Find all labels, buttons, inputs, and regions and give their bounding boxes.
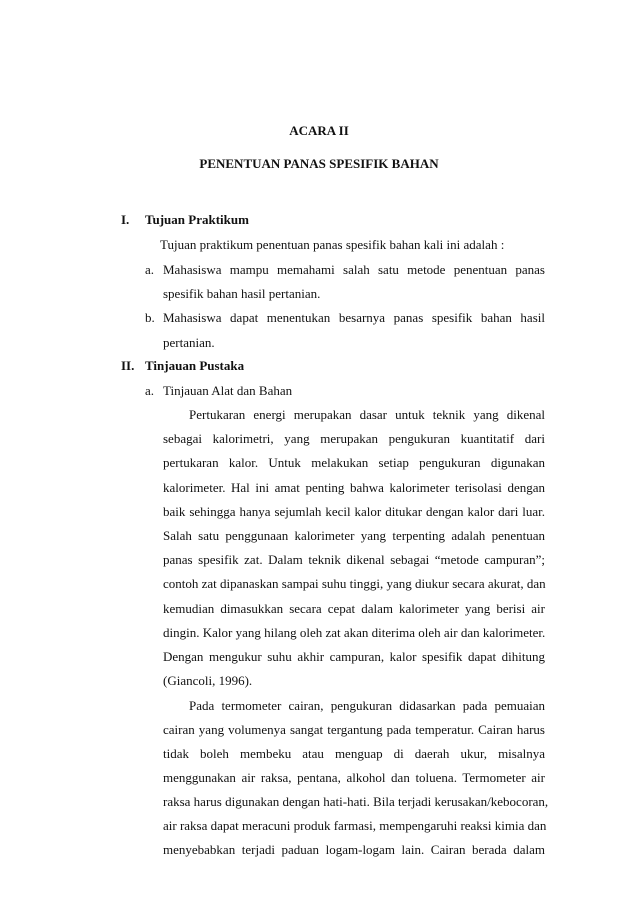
paragraph-2-line: menggunakan air raksa, pentana, alkohol dan toluena. Termometer air (163, 770, 545, 785)
section-2-number: II. (121, 358, 135, 373)
paragraph-2-line: Pada termometer cairan, pengukuran didasarkan pada pemuaian (189, 698, 545, 713)
paragraph-1-line: Salah satu penggunaan kalorimeter yang terpenting adalah penentuan (163, 528, 545, 543)
paragraph-1-line: contoh zat dipanaskan sampai suhu tinggi, yang diukur secara akurat, dan (163, 576, 546, 591)
paragraph-1-line: Pertukaran energi merupakan dasar untuk teknik yang dikenal (189, 407, 545, 422)
section-1-number: I. (121, 212, 130, 227)
objective-a-marker: a. (145, 262, 155, 277)
paragraph-2-line: raksa harus digunakan dengan hati-hati. Bila terjadi kerusakan/kebocoran, (163, 794, 549, 809)
paragraph-2-line: menyebabkan terjadi paduan logam-logam lain. Cairan berada dalam (163, 842, 545, 857)
paragraph-1-line: sebagai kalorimetri, yang merupakan pengukuran kuantitatif dari (163, 431, 545, 446)
paragraph-2-line: air raksa dapat meracuni produk farmasi, mempengaruhi reaksi kimia dan (163, 818, 547, 833)
paragraph-1-line: kalorimeter. Hal ini amat penting bahwa kalorimeter terisolasi dengan (163, 480, 545, 495)
objective-a-line-1: Mahasiswa mampu memahami salah satu metode penentuan panas (163, 262, 545, 277)
paragraph-1-line: pertukaran kalor. Untuk melakukan setiap pengukuran digunakan (163, 455, 545, 470)
objective-b-marker: b. (145, 310, 155, 325)
paragraph-1-line: dingin. Kalor yang hilang oleh zat akan diterima oleh air dan kalorimeter. (163, 625, 546, 640)
subsection-a-marker: a. (145, 383, 155, 398)
paragraph-2-line: cairan yang volumenya sangat tergantung pada temperatur. Cairan harus (163, 722, 545, 737)
section-1-intro: Tujuan praktikum penentuan panas spesifik bahan kali ini adalah : (160, 237, 505, 252)
document-title: ACARA II (289, 123, 349, 138)
paragraph-1-line: baik sehingga hanya sejumlah kecil kalor ditukar dengan kalor dari luar. (163, 504, 545, 519)
document-subtitle: PENENTUAN PANAS SPESIFIK BAHAN (199, 156, 439, 171)
objective-b-line-1: Mahasiswa dapat menentukan besarnya panas spesifik bahan hasil (163, 310, 545, 325)
section-2-title: Tinjauan Pustaka (145, 358, 245, 373)
section-1-title: Tujuan Praktikum (145, 212, 249, 227)
paragraph-1-line: (Giancoli, 1996). (163, 673, 253, 688)
paragraph-2-line: tidak boleh membeku atau menguap di daerah ukur, misalnya (163, 746, 545, 761)
objective-b-line-2: pertanian. (163, 335, 215, 350)
subsection-a-title: Tinjauan Alat dan Bahan (163, 383, 293, 398)
paragraph-1-line: Dengan mengukur suhu akhir campuran, kalor spesifik dapat dihitung (163, 649, 545, 664)
paragraph-1-line: panas spesifik zat. Dalam teknik dikenal sebagai “metode campuran”; (163, 552, 545, 567)
objective-a-line-2: spesifik bahan hasil pertanian. (163, 286, 321, 301)
paragraph-1-line: kemudian dimasukkan secara cepat dalam kalorimeter yang berisi air (163, 601, 545, 616)
